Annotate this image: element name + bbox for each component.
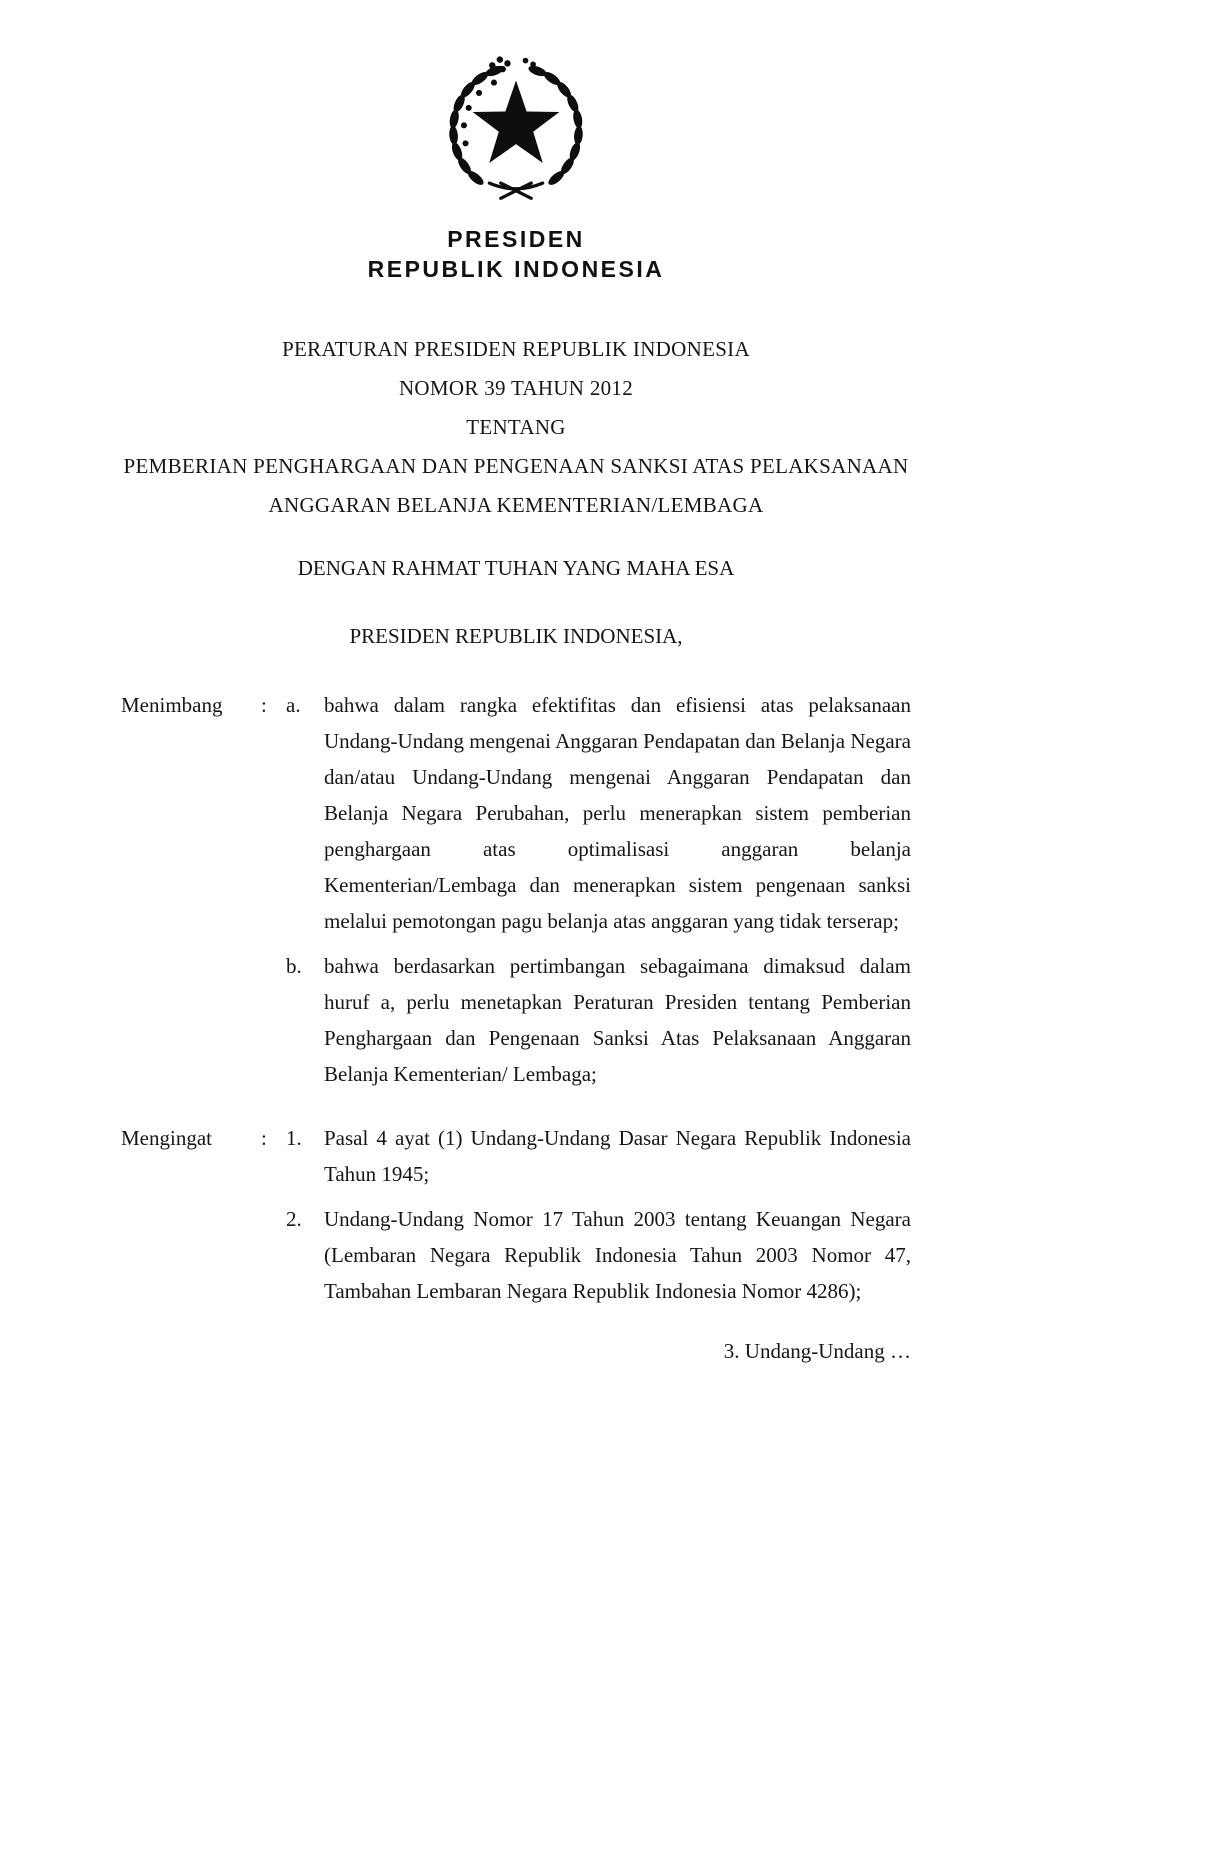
recalling-item-1-marker: 1. — [286, 1126, 302, 1150]
considering-separator: : — [261, 693, 267, 717]
recalling-item-2-marker: 2. — [286, 1207, 302, 1231]
recalling-item-2 — [121, 1201, 911, 1309]
considering-item-b-text: bahwa berdasarkan pertimbangan sebagaimana dimaksud dalam huruf a, perlu menetapkan Peraturan Presiden tentang Pemberian Penghargaan dan Pengenaan Sanksi Atas Pelaksanaan Anggaran Belanja Kementerian/ Lembaga; — [324, 954, 911, 1086]
recalling-item-1-text: Pasal 4 ayat (1) Undang-Undang Dasar Negara Republik Indonesia Tahun 1945; — [324, 1126, 911, 1186]
recalling-item-2-text: Undang-Undang Nomor 17 Tahun 2003 tentang Keuangan Negara (Lembaran Negara Republik Indonesia Tahun 2003 Nomor 47, Tambahan Lembaran Negara Republik Indonesia Nomor 4286); — [324, 1207, 911, 1303]
letterhead-line-republik-indonesia: REPUBLIK INDONESIA — [367, 256, 665, 282]
invocation-line: DENGAN RAHMAT TUHAN YANG MAHA ESA — [297, 556, 735, 580]
recalling-separator: : — [261, 1126, 267, 1150]
regulation-title — [121, 330, 911, 525]
text-block — [121, 0, 911, 1366]
recalling-item-1 — [121, 1120, 911, 1192]
presidential-seal-icon — [410, 52, 622, 204]
considering-item-a-marker: a. — [286, 693, 301, 717]
considering-section — [121, 687, 911, 1092]
title-line-2: NOMOR 39 TAHUN 2012 — [398, 376, 634, 400]
letterhead-line-presiden: PRESIDEN — [447, 226, 585, 252]
title-line-1: PERATURAN PRESIDEN REPUBLIK INDONESIA — [282, 337, 750, 361]
title-line-3: TENTANG — [466, 415, 566, 439]
recalling-section — [121, 1120, 911, 1309]
recalling-label: Mengingat — [121, 1126, 212, 1150]
authority-line: PRESIDEN REPUBLIK INDONESIA, — [349, 624, 683, 648]
considering-item-a — [121, 687, 911, 939]
title-line-5: ANGGARAN BELANJA KEMENTERIAN/LEMBAGA — [268, 493, 764, 517]
considering-item-a-text: bahwa dalam rangka efektifitas dan efisiensi atas pelaksanaan Undang-Undang mengenai Anggaran Pendapatan dan Belanja Negara dan/atau Undang-Undang mengenai Anggaran Pendapatan dan Belanja Negara Perubahan, perlu menerapkan sistem pemberian penghargaan atas optimalisasi anggaran belanja Kementerian/Lembaga dan menerapkan sistem pengenaan sanksi melalui pemotongan pagu belanja atas anggaran yang tidak terserap; — [324, 693, 911, 933]
considering-item-b — [121, 948, 911, 1092]
page-catchword: 3. Undang-Undang … — [723, 1339, 911, 1363]
title-line-4: PEMBERIAN PENGHARGAAN DAN PENGENAAN SANKSI ATAS PELAKSANAAN — [123, 454, 909, 478]
letterhead — [121, 224, 911, 284]
considering-label: Menimbang — [121, 693, 223, 717]
considering-item-b-marker: b. — [286, 954, 302, 978]
